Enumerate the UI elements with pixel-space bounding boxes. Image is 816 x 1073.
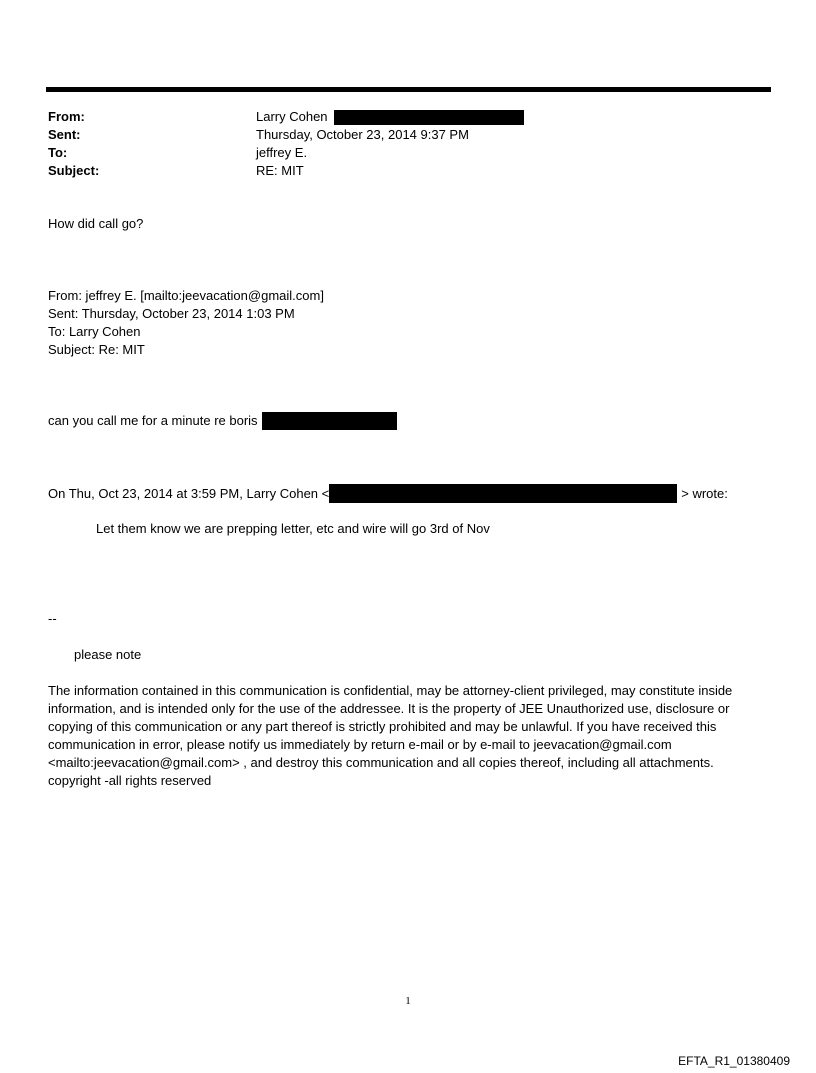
to-label: To: xyxy=(48,145,68,160)
from-value-wrap xyxy=(256,108,524,126)
to-row xyxy=(48,144,748,162)
subject-label: Subject: xyxy=(48,163,100,178)
on-wrote-prefix: On Thu, Oct 23, 2014 at 3:59 PM, Larry Cohen < xyxy=(48,485,330,501)
quoted-subject: Subject: Re: MIT xyxy=(48,342,145,357)
document-id: EFTA_R1_01380409 xyxy=(678,1054,790,1068)
quoted-to: To: Larry Cohen xyxy=(48,324,141,339)
sent-label: Sent: xyxy=(48,127,81,142)
to-value: jeffrey E. xyxy=(256,145,308,160)
subject-row xyxy=(48,162,748,180)
from-label: From: xyxy=(48,109,85,124)
please-note: please note xyxy=(74,647,142,662)
page-number: 1 xyxy=(405,995,411,1007)
from-value: Larry Cohen xyxy=(256,109,328,124)
disclaimer: The information contained in this communication is confidential, may be attorney-client privileged, may constitute inside information, and is intended only for the use of the addressee. It is the property of JEE Unauthorized use, disclosure or copying of this communication or any part thereof is strictly prohibited and may be unlawful. If you have received this communication in error, please notify us immediately by return e-mail or by e-mail to jeevacation@gmail.com <mailto:jeevacation@gmail.com> , and destroy this communication and all copies thereof, including all attachments. copyright -all rights reserved xyxy=(48,683,733,788)
quoted-message: can you call me for a minute re boris xyxy=(48,413,258,428)
message-body: How did call go? xyxy=(48,216,144,231)
on-wrote-suffix: > wrote: xyxy=(681,485,728,501)
quoted-message-row xyxy=(48,412,397,430)
redaction-bar xyxy=(329,484,677,503)
header-rule xyxy=(46,87,771,92)
redaction-bar xyxy=(262,412,397,430)
from-row xyxy=(48,108,748,126)
quoted-sent: Sent: Thursday, October 23, 2014 1:03 PM xyxy=(48,306,295,321)
signature-separator: -- xyxy=(48,611,57,626)
sent-value: Thursday, October 23, 2014 9:37 PM xyxy=(256,127,469,142)
on-wrote-row xyxy=(48,484,728,503)
email-header xyxy=(48,108,748,180)
nested-message: Let them know we are prepping letter, etc and wire will go 3rd of Nov xyxy=(96,521,490,536)
redaction-bar xyxy=(334,110,524,125)
subject-value: RE: MIT xyxy=(256,163,304,178)
quoted-from: From: jeffrey E. [mailto:jeevacation@gmail.com] xyxy=(48,288,324,303)
sent-row xyxy=(48,126,748,144)
